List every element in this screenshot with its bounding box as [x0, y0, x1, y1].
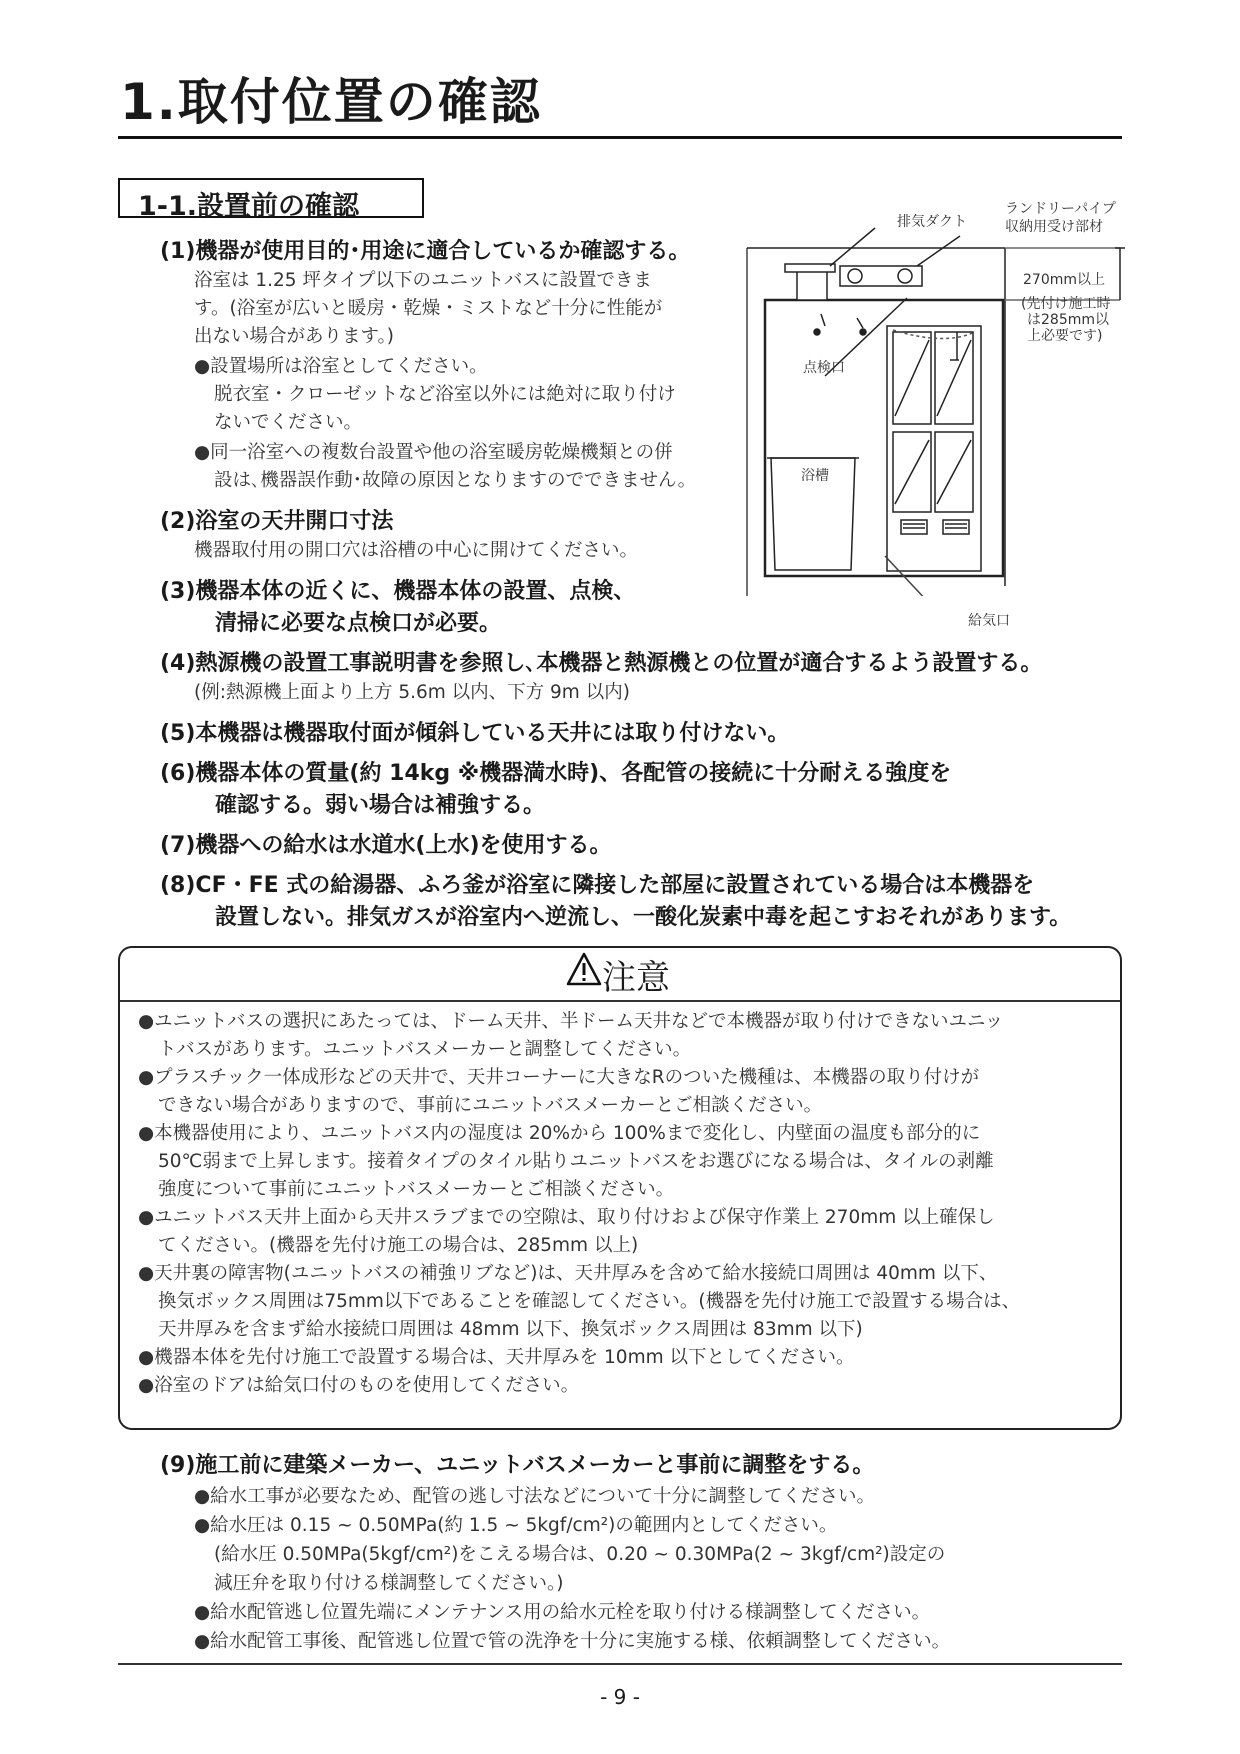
caution-line: 換気ボックス周囲は75mm以下であることを確認してください。(機器を先付け施工で設置する場合は、	[158, 1291, 1021, 1312]
caution-line: ●本機器使用により、ユニットバス内の湿度は 20%から 100%まで変化し、内壁面の温度も部分的に	[138, 1123, 981, 1144]
item-1-text: 浴室は 1.25 坪タイプ以下のユニットバスに設置できま	[194, 270, 652, 291]
caution-title: 注意	[602, 958, 670, 998]
page-number: - 9 -	[600, 1685, 640, 1709]
section-title: 1-1.設置前の確認	[138, 191, 360, 222]
item-9-bullet-text: (給水圧 0.50MPa(5kgf/cm²)をこえる場合は、0.20 ~ 0.30MPa(2 ~ 3kgf/cm²)設定の	[214, 1544, 946, 1565]
item-9-bullet-text: 減圧弁を取り付ける様調整してください。)	[214, 1573, 564, 1594]
caution-line: ●浴室のドアは給気口付のものを使用してください。	[138, 1375, 580, 1396]
installation-diagram	[745, 196, 1125, 596]
item-1-text: す。(浴室が広いと暖房・乾燥・ミストなど十分に性能が	[194, 298, 663, 319]
item-7-heading: (7)機器への給水は水道水(上水)を使用する。	[160, 833, 612, 858]
label-clearance: 270mm以上	[1023, 272, 1105, 288]
caution-line: 50℃弱まで上昇します。接着タイプのタイル貼りユニットバスをお選びになる場合は、タイルの剥離	[158, 1151, 994, 1172]
item-2-heading: (2)浴室の天井開口寸法	[160, 509, 394, 534]
footer-rule	[118, 1663, 1122, 1665]
item-9-heading: (9)施工前に建築メーカー、ユニットバスメーカーと事前に調整をする。	[160, 1453, 875, 1478]
item-9-bullet: ●給水圧は 0.15 ~ 0.50MPa(約 1.5 ~ 5kgf/cm²)の範囲内としてください。	[194, 1515, 838, 1536]
warning-triangle-icon	[566, 952, 602, 986]
caution-divider	[120, 1000, 1120, 1002]
label-bathtub: 浴槽	[801, 468, 829, 484]
item-1-bullet-text: 脱衣室・クローゼットなど浴室以外には絶対に取り付け	[214, 384, 676, 405]
item-6-heading-cont: 確認する。弱い場合は補強する。	[215, 793, 546, 818]
caution-line: できない場合がありますので、事前にユニットバスメーカーとご相談ください。	[158, 1095, 823, 1116]
label-air-inlet: 給気口	[968, 613, 1010, 629]
item-1-heading: (1)機器が使用目的･用途に適合しているか確認する。	[160, 239, 691, 264]
item-6-heading: (6)機器本体の質量(約 14kg ※機器満水時)、各配管の接続に十分耐える強度を	[160, 761, 952, 786]
item-3-heading-cont: 清掃に必要な点検口が必要。	[215, 611, 502, 636]
item-4-text: (例:熱源機上面より上方 5.6m 以内、下方 9m 以内)	[194, 682, 630, 703]
item-9-bullet: ●給水配管逃し位置先端にメンテナンス用の給水元栓を取り付ける様調整してください。	[194, 1602, 931, 1623]
caution-line: ●プラスチック一体成形などの天井で、天井コーナーに大きなRのついた機種は、本機器の取り付けが	[138, 1067, 980, 1088]
label-clearance-note: は285mm以	[1027, 312, 1109, 328]
label-clearance-note: (先付け施工時	[1021, 296, 1111, 312]
caution-line: ●ユニットバスの選択にあたっては、ドーム天井、半ドーム天井などで本機器が取り付けできないユニッ	[138, 1011, 1004, 1032]
caution-line: トバスがあります。ユニットバスメーカーと調整してください。	[158, 1039, 692, 1060]
item-4-heading: (4)熱源機の設置工事説明書を参照し､本機器と熱源機との位置が適合するよう設置する。	[160, 651, 1043, 676]
item-1-text: 出ない場合があります。)	[194, 326, 394, 347]
caution-line: 天井厚みを含まず給水接続口周囲は 48mm 以下、換気ボックス周囲は 83mm 以下)	[158, 1319, 863, 1340]
item-8-heading-cont: 設置しない。排気ガスが浴室内へ逆流し、一酸化炭素中毒を起こすおそれがあります。	[215, 905, 1072, 930]
label-clearance-note: 上必要です)	[1027, 328, 1103, 344]
label-inspection-port: 点検口	[803, 360, 845, 376]
item-2-text: 機器取付用の開口穴は浴槽の中心に開けてください。	[194, 540, 639, 561]
caution-line: 強度について事前にユニットバスメーカーとご相談ください。	[158, 1179, 675, 1200]
caution-line: ●ユニットバス天井上面から天井スラブまでの空隙は、取り付けおよび保守作業上 270mm 以上確保し	[138, 1207, 995, 1228]
item-5-heading: (5)本機器は機器取付面が傾斜している天井には取り付けない。	[160, 721, 790, 746]
label-laundry-pipe-receiver: 収納用受け部材	[1005, 219, 1103, 235]
caution-line: ●機器本体を先付け施工で設置する場合は、天井厚みを 10mm 以下としてください。	[138, 1347, 855, 1368]
page-title: 1.取付位置の確認	[120, 73, 542, 131]
item-9-bullet: ●給水工事が必要なため、配管の逃し寸法などについて十分に調整してください。	[194, 1486, 876, 1507]
item-1-bullet-text: 設は､機器誤作動･故障の原因となりますのでできません。	[214, 470, 697, 491]
caution-line: てください。(機器を先付け施工の場合は、285mm 以上)	[158, 1235, 639, 1256]
caution-line: ●天井裏の障害物(ユニットバスの補強リブなど)は、天井厚みを含めて給水接続口周囲は 40mm 以下、	[138, 1263, 998, 1284]
title-rule	[118, 136, 1122, 139]
item-3-heading: (3)機器本体の近くに、機器本体の設置、点検、	[160, 579, 636, 604]
label-laundry-pipe: ランドリーパイプ	[1005, 201, 1116, 217]
item-1-bullet-text: ないでください。	[214, 412, 363, 433]
item-1-bullet: ●同一浴室への複数台設置や他の浴室暖房乾燥機類との併	[194, 442, 673, 463]
label-exhaust-duct: 排気ダクト	[897, 214, 967, 230]
item-8-heading: (8)CF・FE 式の給湯器、ふろ釜が浴室に隣接した部屋に設置されている場合は本機器を	[160, 873, 1035, 898]
item-1-bullet: ●設置場所は浴室としてください。	[194, 356, 488, 377]
item-9-bullet: ●給水配管工事後、配管逃し位置で管の洗浄を十分に実施する様、依頼調整してください。	[194, 1631, 951, 1652]
